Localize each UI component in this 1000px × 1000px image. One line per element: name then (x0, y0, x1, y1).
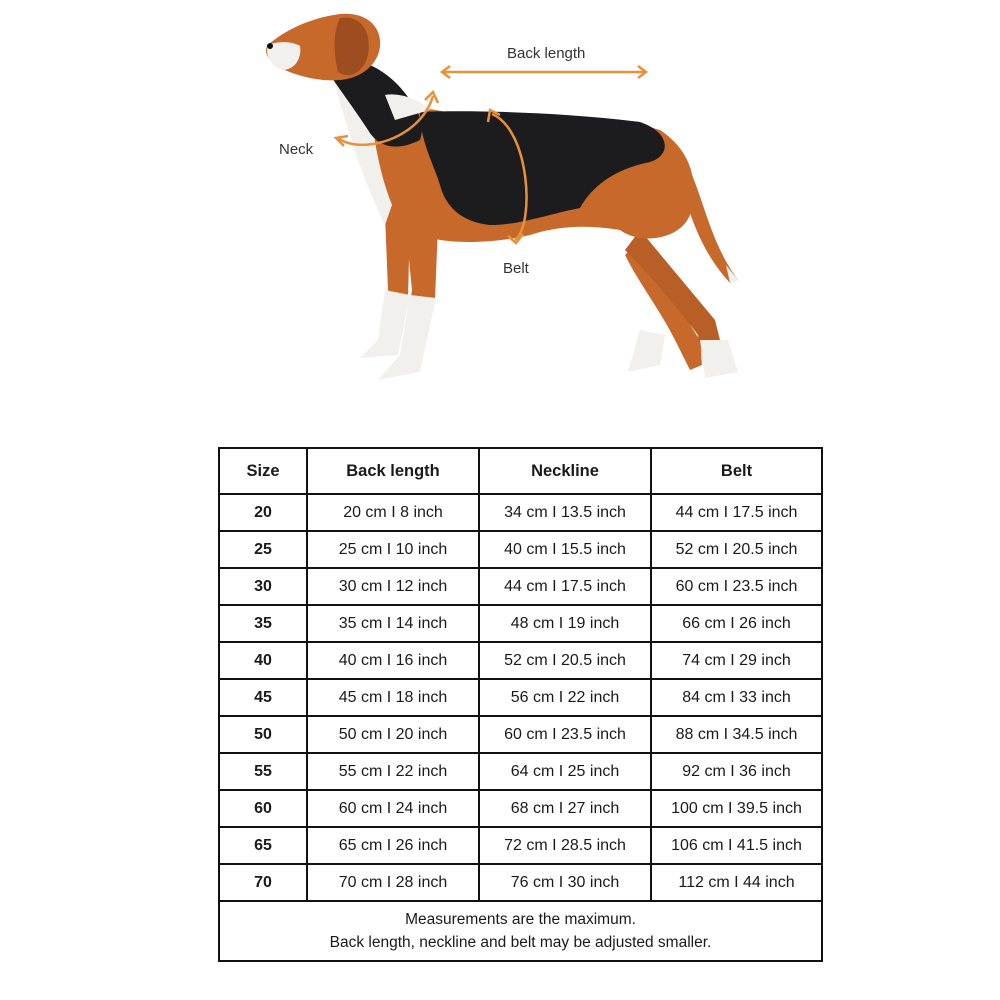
back-length-cell: 65 cm I 26 inch (307, 827, 479, 864)
back-length-cell: 60 cm I 24 inch (307, 790, 479, 827)
table-note (219, 901, 822, 961)
neckline-cell: 48 cm I 19 inch (479, 605, 651, 642)
size-cell: 45 (219, 679, 307, 716)
belt-cell: 74 cm I 29 inch (651, 642, 822, 679)
table-header-row (219, 448, 822, 494)
table-row (219, 716, 822, 753)
neckline-cell: 40 cm I 15.5 inch (479, 531, 651, 568)
back-length-cell: 40 cm I 16 inch (307, 642, 479, 679)
neckline-cell: 60 cm I 23.5 inch (479, 716, 651, 753)
back-length-label: Back length (507, 45, 586, 62)
belt-cell: 88 cm I 34.5 inch (651, 716, 822, 753)
back-length-cell: 55 cm I 22 inch (307, 753, 479, 790)
header-size: Size (219, 448, 307, 494)
dog-hind-paw-2 (628, 330, 665, 372)
neckline-cell: 64 cm I 25 inch (479, 753, 651, 790)
size-cell: 40 (219, 642, 307, 679)
table-row (219, 568, 822, 605)
size-chart-table (218, 447, 823, 962)
neckline-cell: 52 cm I 20.5 inch (479, 642, 651, 679)
size-cell: 60 (219, 790, 307, 827)
note-line-2: Back length, neckline and belt may be adjusted smaller. (329, 934, 712, 951)
dog-measurement-figure (0, 0, 1000, 400)
table-row (219, 827, 822, 864)
belt-cell: 66 cm I 26 inch (651, 605, 822, 642)
neckline-cell: 44 cm I 17.5 inch (479, 568, 651, 605)
neckline-cell: 34 cm I 13.5 inch (479, 494, 651, 531)
back-length-cell: 70 cm I 28 inch (307, 864, 479, 901)
table-row (219, 864, 822, 901)
back-length-cell: 50 cm I 20 inch (307, 716, 479, 753)
belt-cell: 106 cm I 41.5 inch (651, 827, 822, 864)
dog-nose (267, 43, 273, 49)
header-belt: Belt (651, 448, 822, 494)
size-cell: 50 (219, 716, 307, 753)
table-row (219, 605, 822, 642)
belt-cell: 100 cm I 39.5 inch (651, 790, 822, 827)
size-cell: 25 (219, 531, 307, 568)
table-row (219, 494, 822, 531)
table-row (219, 753, 822, 790)
header-back-length: Back length (307, 448, 479, 494)
belt-cell: 52 cm I 20.5 inch (651, 531, 822, 568)
note-line-1: Measurements are the maximum. (405, 911, 636, 928)
belt-cell: 60 cm I 23.5 inch (651, 568, 822, 605)
belt-cell: 92 cm I 36 inch (651, 753, 822, 790)
size-cell: 55 (219, 753, 307, 790)
dog-hind-paw (700, 340, 738, 378)
table-note-row (219, 901, 822, 961)
neckline-cell: 68 cm I 27 inch (479, 790, 651, 827)
belt-cell: 84 cm I 33 inch (651, 679, 822, 716)
neckline-cell: 72 cm I 28.5 inch (479, 827, 651, 864)
table-row (219, 531, 822, 568)
table-row (219, 790, 822, 827)
back-length-cell: 20 cm I 8 inch (307, 494, 479, 531)
neckline-cell: 76 cm I 30 inch (479, 864, 651, 901)
size-cell: 70 (219, 864, 307, 901)
size-cell: 20 (219, 494, 307, 531)
back-length-cell: 25 cm I 10 inch (307, 531, 479, 568)
back-length-cell: 35 cm I 14 inch (307, 605, 479, 642)
header-neckline: Neckline (479, 448, 651, 494)
table-row (219, 679, 822, 716)
back-length-cell: 30 cm I 12 inch (307, 568, 479, 605)
back-length-cell: 45 cm I 18 inch (307, 679, 479, 716)
size-cell: 30 (219, 568, 307, 605)
table-row (219, 642, 822, 679)
neck-label: Neck (279, 141, 314, 158)
belt-cell: 112 cm I 44 inch (651, 864, 822, 901)
belt-cell: 44 cm I 17.5 inch (651, 494, 822, 531)
size-cell: 35 (219, 605, 307, 642)
neckline-cell: 56 cm I 22 inch (479, 679, 651, 716)
dog-illustration (0, 0, 1000, 400)
size-cell: 65 (219, 827, 307, 864)
belt-label: Belt (503, 260, 529, 277)
